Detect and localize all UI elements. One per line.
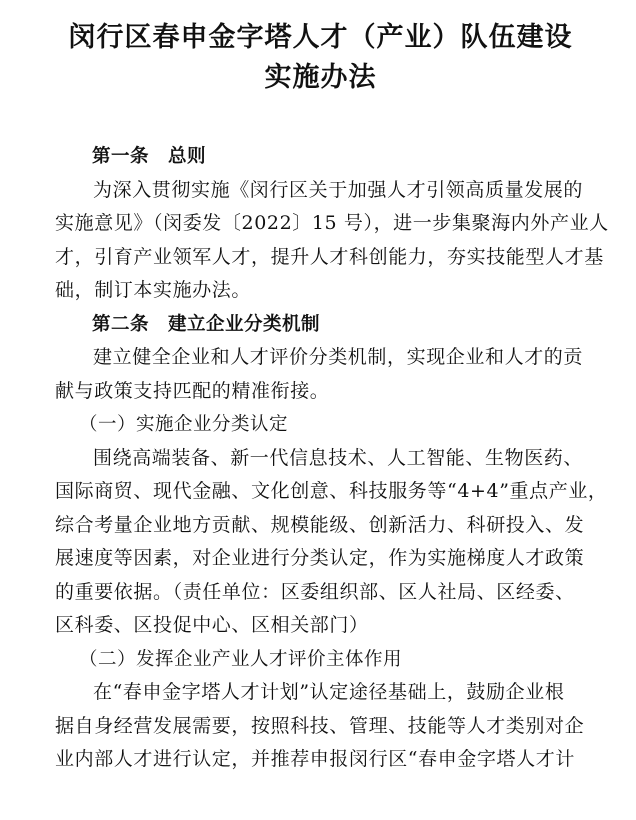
text-line: 的重要依据。（责任单位：区委组织部、区人社局、区经委、 bbox=[55, 580, 575, 603]
text-line: 础，制订本实施办法。 bbox=[55, 279, 252, 301]
article-2-body bbox=[55, 341, 586, 408]
section-2-paragraph-cont bbox=[55, 710, 586, 777]
article-2-paragraph bbox=[55, 341, 586, 375]
article-1-paragraph-cont bbox=[55, 207, 609, 308]
text-line: 展速度等因素，对企业进行分类认定，作为实施梯度人才政策 bbox=[55, 547, 585, 569]
title-spacer bbox=[55, 98, 586, 140]
text-line: 据自身经营发展需要，按照科技、管理、技能等人才类别对企 bbox=[55, 714, 585, 737]
text-line: 区科委、区投促中心、区相关部门） bbox=[55, 614, 369, 636]
section-2-paragraph bbox=[55, 676, 586, 710]
text-line: 才，引育产业领军人才，提升人才科创能力，夯实技能型人才基 bbox=[55, 245, 604, 268]
section-1-paragraph-cont bbox=[55, 475, 608, 643]
text-line: 实施意见》（闵委发〔2022〕15 号），进一步集聚海内外产业人 bbox=[55, 212, 609, 234]
text-line: 国际商贸、现代金融、文化创意、科技服务等“4+4”重点产业， bbox=[55, 480, 608, 502]
text-line: 献与政策支持匹配的精准衔接。 bbox=[55, 379, 330, 402]
section-1-paragraph bbox=[55, 442, 586, 476]
text-line: 为深入贯彻实施《闵行区关于加强人才引领高质量发展的 bbox=[93, 178, 584, 201]
article-1-heading: 第一条 总则 bbox=[92, 146, 207, 167]
section-1-heading: （一）实施企业分类认定 bbox=[79, 414, 289, 435]
article-1-paragraph bbox=[55, 174, 586, 208]
document-title bbox=[55, 18, 586, 98]
section-2-heading: （二）发挥企业产业人才评价主体作用 bbox=[79, 648, 403, 670]
text-line: 综合考量企业地方贡献、规模能级、创新活力、科研投入、发 bbox=[55, 513, 585, 536]
article-2-heading: 第二条 建立企业分类机制 bbox=[92, 313, 321, 335]
section-2-body bbox=[55, 676, 586, 777]
text-line: 业内部人才进行认定，并推荐申报闵行区“春申金字塔人才计 bbox=[55, 748, 575, 770]
article-1-body bbox=[55, 174, 609, 308]
title-line-1: 闵行区春申金字塔人才（产业）队伍建设 bbox=[68, 22, 573, 53]
text-line: 在“春申金字塔人才计划”认定途径基础上，鼓励企业根 bbox=[93, 681, 565, 703]
section-1-body bbox=[55, 442, 608, 643]
article-2-paragraph-cont bbox=[55, 375, 586, 409]
title-line-2: 实施办法 bbox=[264, 62, 377, 93]
text-line: 建立健全企业和人才评价分类机制，实现企业和人才的贡 bbox=[93, 346, 584, 368]
text-line: 围绕高端装备、新一代信息技术、人工智能、生物医药、 bbox=[93, 446, 584, 469]
